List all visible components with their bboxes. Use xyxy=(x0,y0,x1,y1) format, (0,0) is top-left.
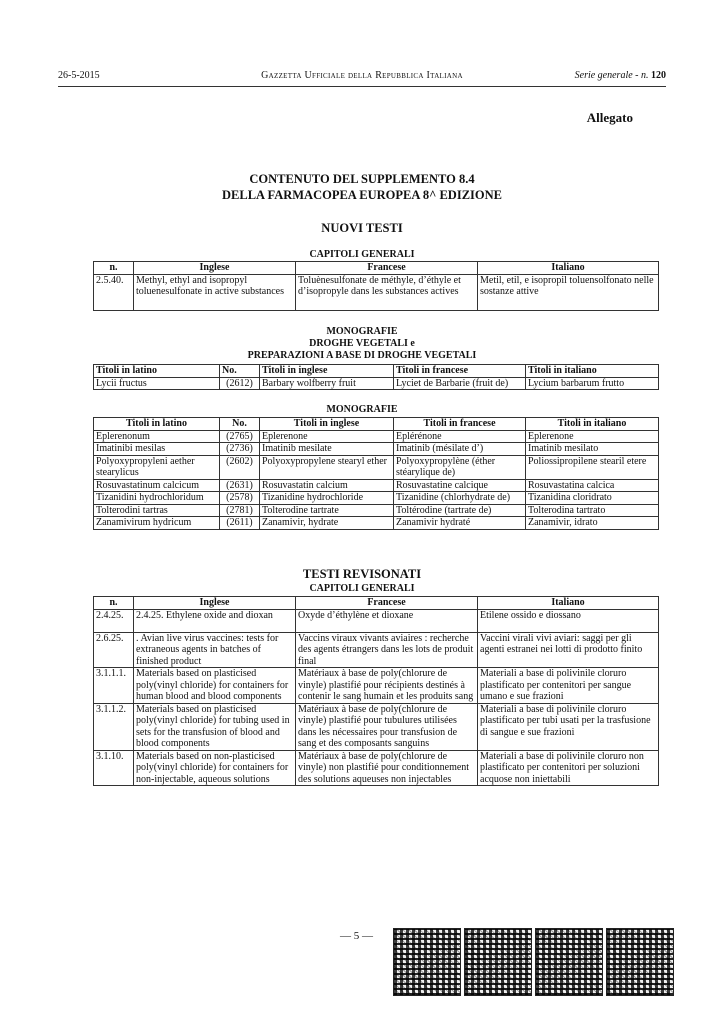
cell-italian: Eplerenone xyxy=(526,430,659,443)
column-header: Titoli in inglese xyxy=(260,365,394,378)
header-series-label: Serie generale - n. xyxy=(574,70,649,81)
cell-english: . Avian live virus vaccines: tests for extraneous agents in batches of finished product xyxy=(134,632,296,668)
cell-number: 3.1.1.2. xyxy=(94,703,134,750)
cell-italian: Materiali a base di polivinile cloruro non plastificato per contenitori per soluzioni acquose non iniettabili xyxy=(478,750,659,786)
header-date: 26-5-2015 xyxy=(58,70,100,81)
cell-italian: Rosuvastatina calcica xyxy=(526,479,659,492)
cell-english: Tolterodine tartrate xyxy=(260,504,394,517)
cell-english: Materials based on plasticised poly(vinyl chloride) for tubing used in sets for the transfusion of blood and blood components xyxy=(134,703,296,750)
sec2-heading-line-1: MONOGRAFIE xyxy=(326,326,398,337)
table-header-row xyxy=(94,262,659,275)
cell-french: Toluènesulfonate de méthyle, d’éthyle et d’isopropyle dans les substances actives xyxy=(296,274,478,310)
cell-number: (2781) xyxy=(220,504,260,517)
table-row xyxy=(94,377,659,390)
cell-number: 2.5.40. xyxy=(94,274,134,310)
column-header: No. xyxy=(220,365,260,378)
cell-english: Materials based on non-plasticised poly(vinyl chloride) for containers for non-injectable, aqueous solutions xyxy=(134,750,296,786)
header-divider xyxy=(58,86,666,87)
cell-french: Toltérodine (tartrate de) xyxy=(394,504,526,517)
cell-french: Zanamivir hydraté xyxy=(394,517,526,530)
cell-french: Imatinib (mésilate d’) xyxy=(394,443,526,456)
cell-italian: Materiali a base di polivinile cloruro plastificato per tubi usati per la trasfusione di sangue e sue frazioni xyxy=(478,703,659,750)
column-header: n. xyxy=(94,262,134,275)
header-series xyxy=(575,70,666,81)
cell-french: Eplérénone xyxy=(394,430,526,443)
table-row xyxy=(94,430,659,443)
table-row xyxy=(94,632,659,668)
title-line-2: DELLA FARMACOPEA EUROPEA 8^ EDIZIONE xyxy=(222,188,502,202)
column-header: Titoli in francese xyxy=(394,418,526,431)
table-row xyxy=(94,274,659,310)
cell-number: (2631) xyxy=(220,479,260,492)
datamatrix-code xyxy=(606,928,674,996)
cell-french: Matériaux à base de poly(chlorure de vinyle) plastifié pour récipients destinés à contenir le sang humain et les produits sang xyxy=(296,668,478,704)
table-row xyxy=(94,504,659,517)
page-header xyxy=(58,70,666,84)
droghe-vegetali-table xyxy=(93,364,659,390)
cell-number: (2765) xyxy=(220,430,260,443)
cell-french: Matériaux à base de poly(chlorure de vinyle) plastifié pour tubulures utilisées dans les nécessaires pour transfusion de sang et des composants sanguins xyxy=(296,703,478,750)
column-header: Titoli in italiano xyxy=(526,365,659,378)
cell-english: Imatinib mesilate xyxy=(260,443,394,456)
table-row xyxy=(94,609,659,632)
cell-number: 2.6.25. xyxy=(94,632,134,668)
cell-english: Tizanidine hydrochloride xyxy=(260,492,394,505)
table-header-row xyxy=(94,418,659,431)
table-row xyxy=(94,479,659,492)
cell-french: Polyoxypropylène (éther stéarylique de) xyxy=(394,455,526,479)
title-line-1: CONTENUTO DEL SUPPLEMENTO 8.4 xyxy=(249,172,475,186)
cell-french: Lyciet de Barbarie (fruit de) xyxy=(394,377,526,390)
sec3-heading: MONOGRAFIE xyxy=(326,404,398,415)
table-row xyxy=(94,443,659,456)
datamatrix-code xyxy=(393,928,461,996)
column-header: Inglese xyxy=(134,597,296,610)
table-header-row xyxy=(94,365,659,378)
cell-number: 3.1.1.1. xyxy=(94,668,134,704)
cell-italian: Etilene ossido e diossano xyxy=(478,609,659,632)
sec2-heading-line-3: PREPARAZIONI A BASE DI DROGHE VEGETALI xyxy=(247,350,477,361)
column-header: No. xyxy=(220,418,260,431)
column-header: Titoli in latino xyxy=(94,365,220,378)
column-header: Francese xyxy=(296,262,478,275)
cell-english: Eplerenone xyxy=(260,430,394,443)
cell-latin: Imatinibi mesilas xyxy=(94,443,220,456)
cell-english: Materials based on plasticised poly(vinyl chloride) for containers for human blood and blood components xyxy=(134,668,296,704)
cell-latin: Eplerenonum xyxy=(94,430,220,443)
cell-italian: Vaccini virali vivi aviari: saggi per gli agenti estranei nei lotti di prodotto finito xyxy=(478,632,659,668)
sec2-heading-line-2: DROGHE VEGETALI e xyxy=(309,338,415,349)
datamatrix-code xyxy=(535,928,603,996)
column-header: Titoli in latino xyxy=(94,418,220,431)
table-row xyxy=(94,492,659,505)
column-header: n. xyxy=(94,597,134,610)
allegato-label: Allegato xyxy=(586,110,633,125)
column-header: Titoli in francese xyxy=(394,365,526,378)
table-row xyxy=(94,668,659,704)
cell-number: (2578) xyxy=(220,492,260,505)
table-row xyxy=(94,750,659,786)
testi-revisionati-heading: TESTI REVISONATI xyxy=(302,567,422,581)
nuovi-testi-heading: NUOVI TESTI xyxy=(321,221,403,235)
cell-number: 3.1.10. xyxy=(94,750,134,786)
cell-number: (2612) xyxy=(220,377,260,390)
cell-english: Polyoxypropylene stearyl ether xyxy=(260,455,394,479)
cell-italian: Materiali a base di polivinile cloruro plastificato per contenitori per sangue umano e sue frazioni xyxy=(478,668,659,704)
cell-italian: Poliossipropilene stearil etere xyxy=(526,455,659,479)
page-number: — 5 — xyxy=(340,930,373,942)
column-header: Inglese xyxy=(134,262,296,275)
cell-english: Rosuvastatin calcium xyxy=(260,479,394,492)
cell-french: Rosuvastatine calcique xyxy=(394,479,526,492)
sec4-heading: CAPITOLI GENERALI xyxy=(309,583,415,594)
cell-latin: Rosuvastatinum calcicum xyxy=(94,479,220,492)
column-header: Titoli in inglese xyxy=(260,418,394,431)
column-header: Italiano xyxy=(478,597,659,610)
cell-latin: Lycii fructus xyxy=(94,377,220,390)
cell-english: Barbary wolfberry fruit xyxy=(260,377,394,390)
cell-italian: Tizanidina cloridrato xyxy=(526,492,659,505)
cell-latin: Zanamivirum hydricum xyxy=(94,517,220,530)
table-row xyxy=(94,703,659,750)
cell-french: Oxyde d’éthylène et dioxane xyxy=(296,609,478,632)
cell-number: 2.4.25. xyxy=(94,609,134,632)
cell-latin: Tolterodini tartras xyxy=(94,504,220,517)
table-row xyxy=(94,517,659,530)
cell-english: Methyl, ethyl and isopropyl toluenesulfonate in active substances xyxy=(134,274,296,310)
table-header-row xyxy=(94,597,659,610)
cell-italian: Tolterodina tartrato xyxy=(526,504,659,517)
sec1-heading: CAPITOLI GENERALI xyxy=(309,249,415,260)
column-header: Italiano xyxy=(478,262,659,275)
cell-italian: Lycium barbarum frutto xyxy=(526,377,659,390)
cell-french: Vaccins viraux vivants aviaires : recherche des agents étrangers dans les lots de produit final xyxy=(296,632,478,668)
header-series-number: 120 xyxy=(651,70,666,81)
cell-number: (2611) xyxy=(220,517,260,530)
table-row xyxy=(94,455,659,479)
cell-latin: Tizanidini hydrochloridum xyxy=(94,492,220,505)
datamatrix-code xyxy=(464,928,532,996)
cell-italian: Imatinib mesilato xyxy=(526,443,659,456)
cell-number: (2736) xyxy=(220,443,260,456)
column-header: Francese xyxy=(296,597,478,610)
cell-english: 2.4.25. Ethylene oxide and dioxan xyxy=(134,609,296,632)
header-journal: Gazzetta Ufficiale della Repubblica Italiana xyxy=(261,70,463,81)
document-title xyxy=(0,171,724,203)
cell-number: (2602) xyxy=(220,455,260,479)
capitoli-generali-new-table xyxy=(93,261,659,311)
sec2-heading xyxy=(0,326,724,362)
cell-italian: Zanamivir, idrato xyxy=(526,517,659,530)
capitoli-generali-revised-table xyxy=(93,596,659,786)
cell-latin: Polyoxypropyleni aether stearylicus xyxy=(94,455,220,479)
column-header: Titoli in italiano xyxy=(526,418,659,431)
cell-english: Zanamivir, hydrate xyxy=(260,517,394,530)
cell-italian: Metil, etil, e isopropil toluensolfonato nelle sostanze attive xyxy=(478,274,659,310)
cell-french: Matériaux à base de poly(chlorure de vinyle) non plastifié pour conditionnement des solutions aqueuses non injectables xyxy=(296,750,478,786)
monografie-table xyxy=(93,417,659,530)
cell-french: Tizanidine (chlorhydrate de) xyxy=(394,492,526,505)
